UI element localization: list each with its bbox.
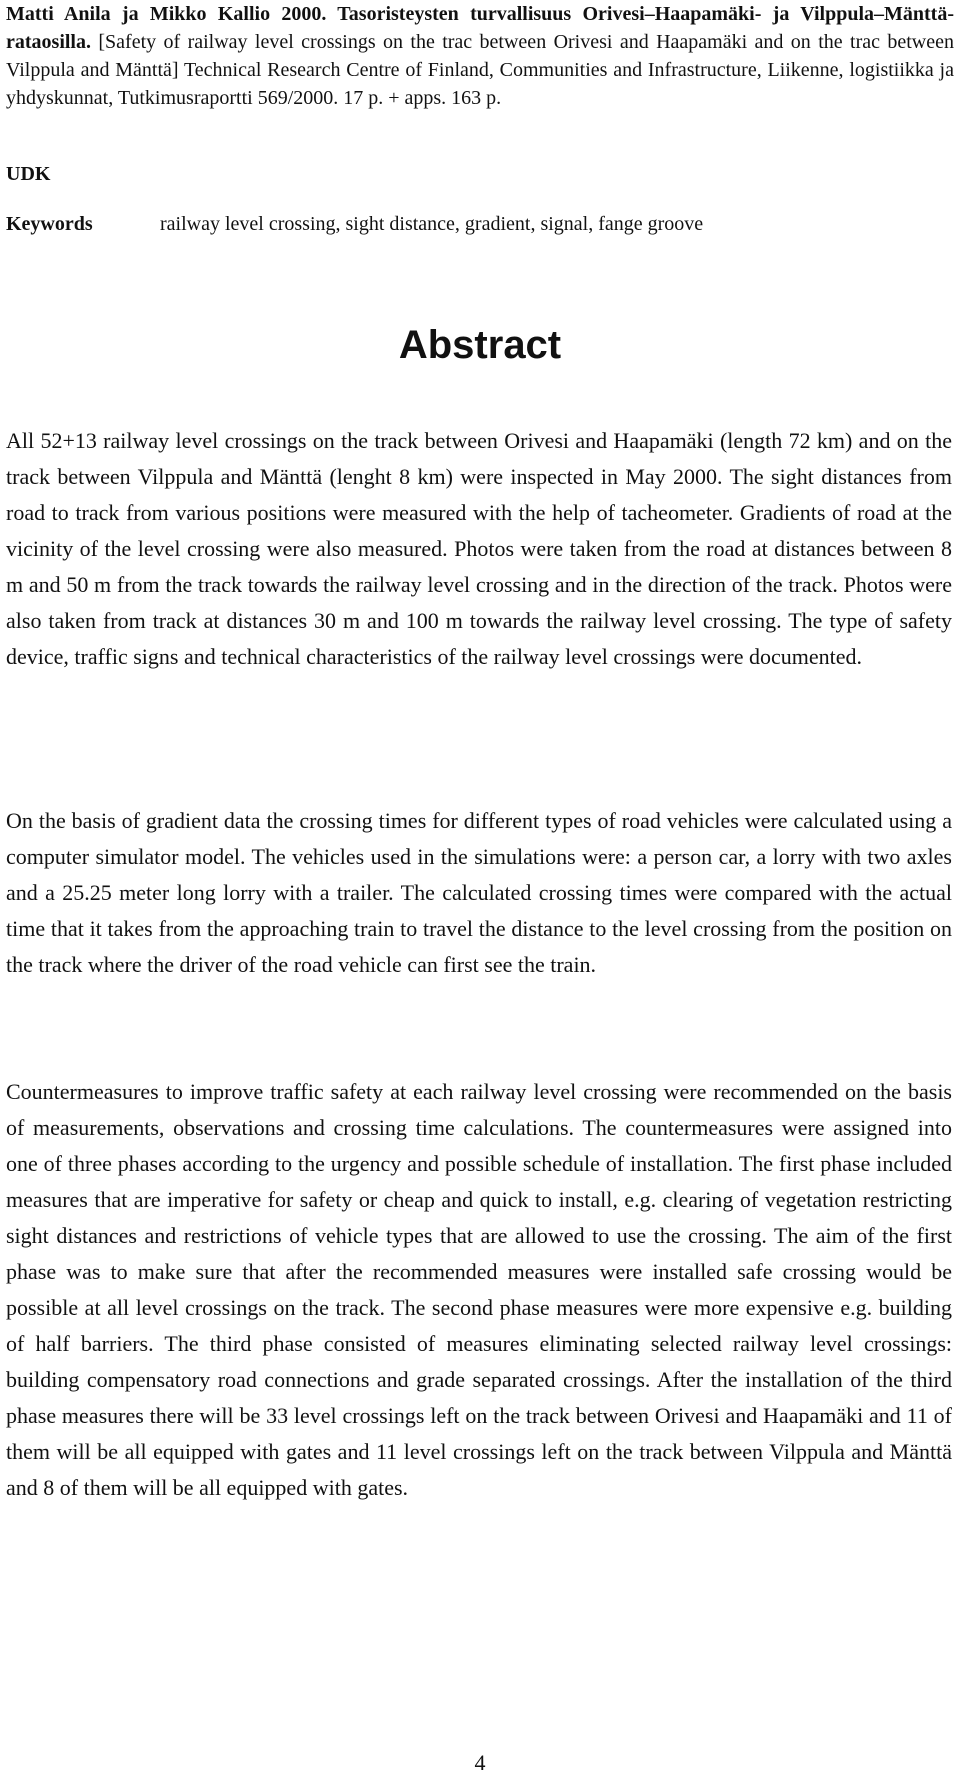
citation-details: [Safety of railway level crossings on the trac between Orivesi and Haapamäki and on the trac between Vilppula and Mänttä] Technical Research Centre of Finland, Communities and Infrastructure, Liikenne, logistiikka ja yhdyskunnat, Tutkimusraportti 569/2000. 17 p. + apps. 163 p. xyxy=(6,31,954,109)
keywords-value: railway level crossing, sight distance, gradient, signal, fange groove xyxy=(160,213,704,235)
abstract-heading: Abstract xyxy=(398,323,562,367)
page-number: 4 xyxy=(474,1750,486,1775)
udk-label: UDK xyxy=(6,163,51,185)
abstract-paragraph-3: Countermeasures to improve traffic safety at each railway level crossing were recommended on the basis of measurements, observations and crossing time calculations. The countermeasures were assigned into one of three phases according to the urgency and possible schedule of installation. The first phase included measures that are imperative for safety or cheap and quick to install, e.g. clearing of vegetation restricting sight distances and restrictions of vehicle types that are allowed to use the crossing. The aim of the first phase was to make sure that after the recommended measures were installed safe crossing would be possible at all level crossings on the track. The second phase measures were more expensive e.g. building of half barriers. The third phase consisted of measures eliminating selected railway level crossings: building compensatory road connections and grade separated crossings. After the installation of the third phase measures there will be 33 level crossings left on the track between Orivesi and Haapamäki and 11 of them will be all equipped with gates and 11 level crossings left on the track between Vilppula and Mänttä and 8 of them will be all equipped with gates. xyxy=(6,1079,952,1500)
abstract-paragraph-1: All 52+13 railway level crossings on the track between Orivesi and Haapamäki (length 72 km) and on the track between Vilppula and Mänttä (lenght 8 km) were inspected in May 2000. The sight distances from road to track from various positions were measured with the help of tacheometer. Gradients of road at the vicinity of the level crossing were also measured. Photos were taken from the road at distances between 8 m and 50 m from the track towards the railway level crossing and in the direction of the track. Photos were also taken from track at distances 30 m and 100 m towards the railway level crossing. The type of safety device, traffic signs and technical characteristics of the railway level crossings were documented. xyxy=(6,428,952,669)
citation-authors-title: Matti Anila ja Mikko Kallio 2000. Tasoristeysten turvallisuus Orivesi–Haapamäki- ja Vilppula–Mänttä-rataosilla. xyxy=(6,3,954,53)
citation xyxy=(6,0,954,112)
abstract-paragraph-2: On the basis of gradient data the crossing times for different types of road vehicles were calculated using a computer simulator model. The vehicles used in the simulations were: a person car, a lorry with two axles and a 25.25 meter long lorry with a trailer. The calculated crossing times were compared with the actual time that it takes from the approaching train to travel the distance to the level crossing from the position on the track where the driver of the road vehicle can first see the train. xyxy=(6,808,952,977)
keywords-label: Keywords xyxy=(6,213,93,235)
